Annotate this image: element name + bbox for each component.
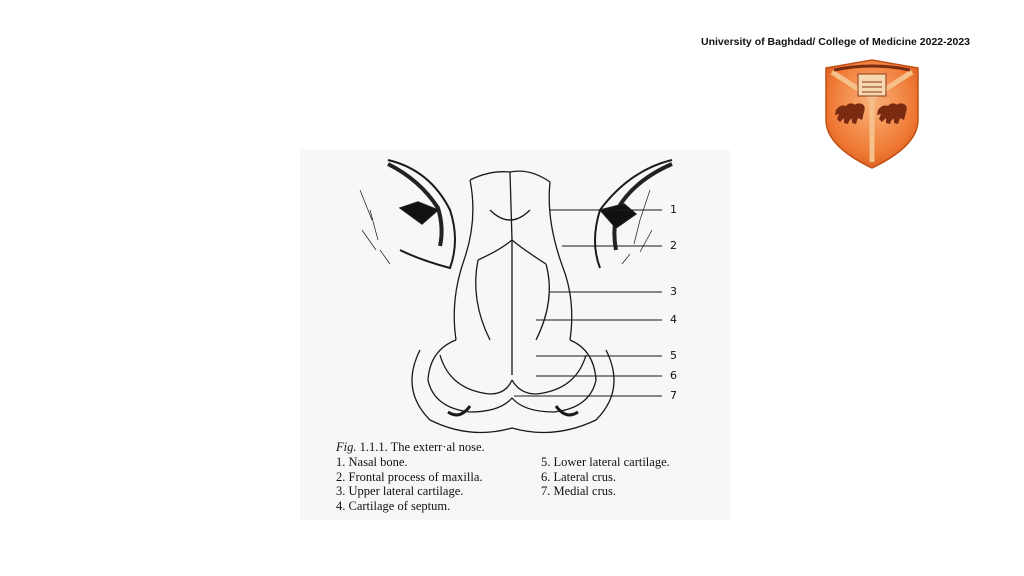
- caption-title: [336, 440, 726, 455]
- caption-item-1: 1. Nasal bone.: [336, 455, 408, 469]
- caption-right-column: [541, 455, 670, 499]
- label-5: 5: [670, 349, 677, 362]
- university-crest-logo: [822, 58, 922, 170]
- caption-item-6: 6. Lateral crus.: [541, 469, 616, 484]
- label-4: 4: [670, 313, 677, 326]
- caption-item-2: 2. Frontal process of maxilla.: [336, 469, 483, 484]
- label-2: 2: [670, 239, 677, 252]
- caption-fig-prefix: Fig.: [336, 440, 357, 454]
- caption-item-4: 4. Cartilage of septum.: [336, 498, 451, 513]
- label-7: 7: [670, 389, 677, 402]
- label-1: 1: [670, 203, 677, 216]
- figure-caption: [336, 440, 726, 515]
- caption-left-column: [336, 455, 483, 513]
- caption-item-3: 3. Upper lateral cartilage.: [336, 484, 464, 498]
- header-title: University of Baghdad/ College of Medicine 2022-2023: [701, 36, 970, 48]
- caption-item-7: 7. Medial crus.: [541, 484, 616, 498]
- caption-fig-title: 1.1.1. The exterr·al nose.: [356, 440, 485, 454]
- label-3: 3: [670, 285, 677, 298]
- nose-illustration: [300, 150, 730, 440]
- label-6: 6: [670, 369, 677, 382]
- caption-item-5: 5. Lower lateral cartilage.: [541, 455, 670, 469]
